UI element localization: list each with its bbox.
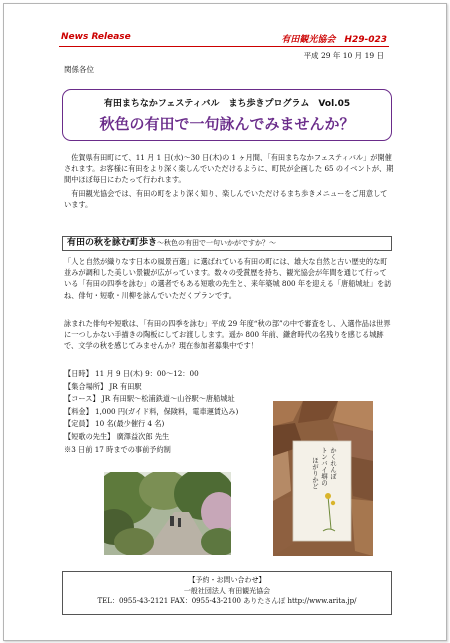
poem-plate-photo xyxy=(273,401,373,556)
section-heading-sub: ～秋色の有田で一句いかがですか？～ xyxy=(157,239,277,247)
section-heading-main: 有田の秋を詠む町歩き xyxy=(67,238,158,248)
title-box xyxy=(62,89,392,141)
event-details xyxy=(64,368,238,456)
news-release-header xyxy=(59,32,389,47)
section-heading xyxy=(62,236,392,251)
event-title: 秋色の有田で一句詠んでみませんか？ xyxy=(99,115,355,133)
detail-teacher: 【短歌の先生】 廣澤益次郎 先生 xyxy=(64,431,170,441)
event-subtitle: 有田まちなかフェスティバル まち歩きプログラム Vol.05 xyxy=(103,99,351,109)
description-paragraph: 「人と自然が織りなす日本の風景百選」に選ばれている有田の町には、雄大な自然と古い歴史的な町並みが調和した美しい景観が広がっています。数々の受賞歴を持ち、観光協会が年間を通じて行っている「有田の四季を詠む」の選者でもある短歌の先生と、来年築城 800 年を迎える「唐船城址」を訪ね、俳句・短歌・川柳を詠んでいただくプランです。 xyxy=(64,257,392,300)
castle-ruins-photo xyxy=(104,472,231,555)
detail-date: 【日時】 11 月 9 日(木) 9：00～12：00 xyxy=(64,369,199,378)
contact-organization: 一般社団法人 有田観光協会 xyxy=(183,586,271,595)
document-page xyxy=(3,3,447,641)
detail-course: 【コース】 JR 有田駅～松浦鉄道～山谷駅～唐船城址 xyxy=(64,394,235,404)
poem-line-2: トンバイ塀の xyxy=(320,447,328,486)
contact-heading: 【予約・お問い合わせ】 xyxy=(188,576,266,584)
detail-meeting-place: 【集合場所】 JR 有田駅 xyxy=(64,381,142,391)
detail-capacity: 【定員】 10 名(最少催行 4 名) xyxy=(64,419,165,429)
intro-paragraph: 佐賀県有田町にて、11 月 1 日(水)～30 日(木)の 1 ヶ月間、「有田まちなかフェスティバル」が開催されます。お客様に有田をより深く楽しんでいただけるように、町民が企画した 65 のイベントが、期間中ほぼ毎日にわたって行われます。 xyxy=(64,153,394,185)
contact-info: TEL：0955-43-2121 FAX：0955-43-2100 ありたさんぽ http://www.arita.jp/ xyxy=(97,597,357,605)
news-release-label: News Release xyxy=(61,32,131,42)
detail-note: ※3 日前 17 時までの事前予約制 xyxy=(64,444,171,454)
contact-box xyxy=(62,571,392,615)
association-paragraph: 有田観光協会では、有田の町をより深く知り、楽しんでいただけるまち歩きメニューをご用意しています。 xyxy=(64,189,388,210)
greeting: 関係各位 xyxy=(64,65,94,74)
release-code: 有田観光協会 H29-023 xyxy=(281,35,387,45)
poem-line-3: ほがりかど xyxy=(311,457,319,490)
poems-paragraph: 詠まれた俳句や短歌は、「有田の四季を詠む」平成 29 年度“秋の部”の中で審査をし、入選作品は世界に一つしかない手描きの陶板にしてお渡しします。遥か 800 年前、鎌倉時代の名残りを感じる城跡で、文学の秋を感じてみませんか？現在参加者募集中です！ xyxy=(64,319,391,351)
detail-fee: 【料金】 1,000 円(ガイド料，保険料，電車運賃込み) xyxy=(64,406,239,416)
poem-line-1: かくれんぼ xyxy=(329,447,337,480)
release-date: 平成 29 年 10 月 19 日 xyxy=(303,51,384,60)
